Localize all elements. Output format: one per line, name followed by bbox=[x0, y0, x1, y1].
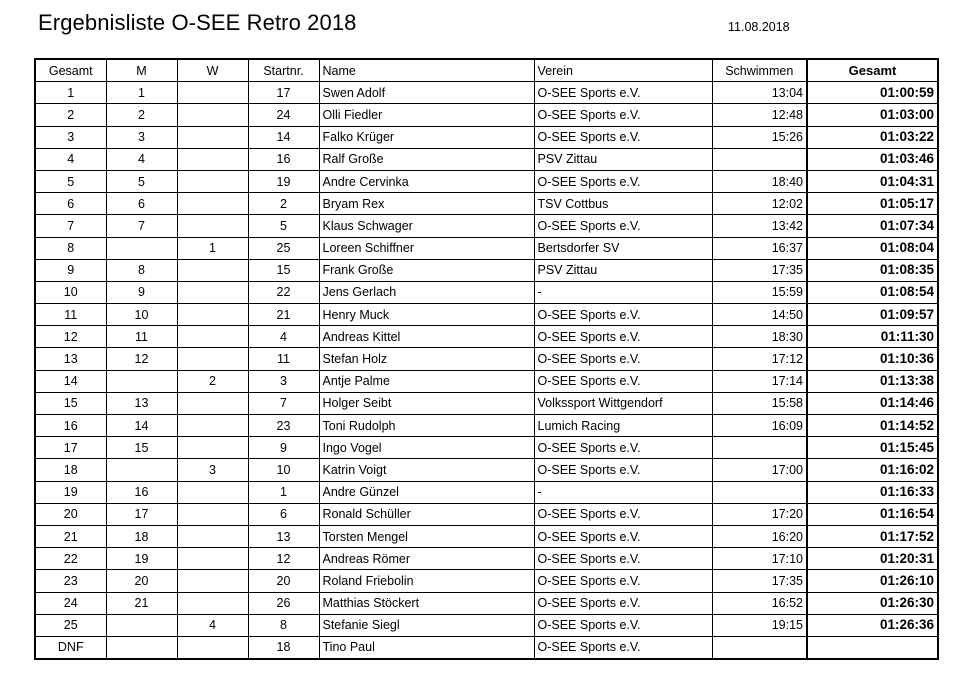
female-rank-cell bbox=[177, 348, 248, 370]
total-time-cell: 01:17:52 bbox=[807, 525, 938, 547]
table-row bbox=[35, 326, 938, 348]
start-number-cell: 18 bbox=[248, 636, 319, 659]
total-time-cell: 01:15:45 bbox=[807, 437, 938, 459]
start-number-cell: 19 bbox=[248, 170, 319, 192]
total-time-cell: 01:07:34 bbox=[807, 215, 938, 237]
female-rank-cell bbox=[177, 548, 248, 570]
swim-time-cell: 17:00 bbox=[712, 459, 807, 481]
start-number-cell: 3 bbox=[248, 370, 319, 392]
overall-rank-cell: 23 bbox=[35, 570, 106, 592]
name-cell: Andreas Römer bbox=[319, 548, 534, 570]
overall-rank-cell: 1 bbox=[35, 82, 106, 104]
start-number-cell: 20 bbox=[248, 570, 319, 592]
overall-rank-cell: DNF bbox=[35, 636, 106, 659]
swim-time-cell: 12:48 bbox=[712, 104, 807, 126]
name-cell: Andreas Kittel bbox=[319, 326, 534, 348]
col-header-overall-rank: Gesamt bbox=[35, 59, 106, 82]
table-row bbox=[35, 170, 938, 192]
start-number-cell: 25 bbox=[248, 237, 319, 259]
name-cell: Antje Palme bbox=[319, 370, 534, 392]
swim-time-cell: 16:20 bbox=[712, 525, 807, 547]
club-cell: O-SEE Sports e.V. bbox=[534, 326, 712, 348]
club-cell: O-SEE Sports e.V. bbox=[534, 126, 712, 148]
overall-rank-cell: 7 bbox=[35, 215, 106, 237]
club-cell: O-SEE Sports e.V. bbox=[534, 348, 712, 370]
female-rank-cell: 4 bbox=[177, 614, 248, 636]
name-cell: Olli Fiedler bbox=[319, 104, 534, 126]
club-cell: O-SEE Sports e.V. bbox=[534, 503, 712, 525]
club-cell: PSV Zittau bbox=[534, 259, 712, 281]
club-cell: O-SEE Sports e.V. bbox=[534, 215, 712, 237]
total-time-cell: 01:16:33 bbox=[807, 481, 938, 503]
total-time-cell: 01:03:00 bbox=[807, 104, 938, 126]
overall-rank-cell: 4 bbox=[35, 148, 106, 170]
name-cell: Tino Paul bbox=[319, 636, 534, 659]
swim-time-cell: 17:14 bbox=[712, 370, 807, 392]
club-cell: O-SEE Sports e.V. bbox=[534, 170, 712, 192]
name-cell: Stefan Holz bbox=[319, 348, 534, 370]
table-row bbox=[35, 548, 938, 570]
name-cell: Frank Große bbox=[319, 259, 534, 281]
name-cell: Roland Friebolin bbox=[319, 570, 534, 592]
male-rank-cell: 9 bbox=[106, 281, 177, 303]
start-number-cell: 16 bbox=[248, 148, 319, 170]
swim-time-cell bbox=[712, 148, 807, 170]
total-time-cell: 01:03:22 bbox=[807, 126, 938, 148]
name-cell: Holger Seibt bbox=[319, 392, 534, 414]
swim-time-cell: 16:37 bbox=[712, 237, 807, 259]
club-cell: Volkssport Wittgendorf bbox=[534, 392, 712, 414]
swim-time-cell: 17:10 bbox=[712, 548, 807, 570]
table-row bbox=[35, 437, 938, 459]
female-rank-cell: 2 bbox=[177, 370, 248, 392]
club-cell: O-SEE Sports e.V. bbox=[534, 525, 712, 547]
female-rank-cell bbox=[177, 281, 248, 303]
name-cell: Toni Rudolph bbox=[319, 415, 534, 437]
name-cell: Jens Gerlach bbox=[319, 281, 534, 303]
table-row bbox=[35, 370, 938, 392]
overall-rank-cell: 5 bbox=[35, 170, 106, 192]
club-cell: O-SEE Sports e.V. bbox=[534, 459, 712, 481]
overall-rank-cell: 18 bbox=[35, 459, 106, 481]
club-cell: O-SEE Sports e.V. bbox=[534, 548, 712, 570]
male-rank-cell: 1 bbox=[106, 82, 177, 104]
total-time-cell: 01:11:30 bbox=[807, 326, 938, 348]
male-rank-cell: 20 bbox=[106, 570, 177, 592]
col-header-swim-time: Schwimmen bbox=[712, 59, 807, 82]
name-cell: Andre Cervinka bbox=[319, 170, 534, 192]
swim-time-cell: 17:35 bbox=[712, 259, 807, 281]
female-rank-cell: 3 bbox=[177, 459, 248, 481]
table-row bbox=[35, 237, 938, 259]
col-header-female-rank: W bbox=[177, 59, 248, 82]
female-rank-cell bbox=[177, 170, 248, 192]
male-rank-cell: 19 bbox=[106, 548, 177, 570]
total-time-cell: 01:26:10 bbox=[807, 570, 938, 592]
male-rank-cell: 14 bbox=[106, 415, 177, 437]
female-rank-cell bbox=[177, 82, 248, 104]
table-row bbox=[35, 592, 938, 614]
table-row bbox=[35, 503, 938, 525]
start-number-cell: 6 bbox=[248, 503, 319, 525]
col-header-name: Name bbox=[319, 59, 534, 82]
total-time-cell bbox=[807, 636, 938, 659]
female-rank-cell bbox=[177, 525, 248, 547]
start-number-cell: 15 bbox=[248, 259, 319, 281]
overall-rank-cell: 17 bbox=[35, 437, 106, 459]
table-row bbox=[35, 525, 938, 547]
club-cell: O-SEE Sports e.V. bbox=[534, 104, 712, 126]
male-rank-cell: 7 bbox=[106, 215, 177, 237]
club-cell: Lumich Racing bbox=[534, 415, 712, 437]
name-cell: Ingo Vogel bbox=[319, 437, 534, 459]
female-rank-cell bbox=[177, 104, 248, 126]
club-cell: Bertsdorfer SV bbox=[534, 237, 712, 259]
table-row bbox=[35, 259, 938, 281]
swim-time-cell bbox=[712, 437, 807, 459]
overall-rank-cell: 9 bbox=[35, 259, 106, 281]
swim-time-cell: 16:09 bbox=[712, 415, 807, 437]
table-row bbox=[35, 215, 938, 237]
swim-time-cell: 12:02 bbox=[712, 193, 807, 215]
male-rank-cell bbox=[106, 370, 177, 392]
swim-time-cell: 15:59 bbox=[712, 281, 807, 303]
total-time-cell: 01:00:59 bbox=[807, 82, 938, 104]
overall-rank-cell: 3 bbox=[35, 126, 106, 148]
club-cell: - bbox=[534, 481, 712, 503]
header-row bbox=[35, 59, 938, 82]
female-rank-cell bbox=[177, 304, 248, 326]
name-cell: Ronald Schüller bbox=[319, 503, 534, 525]
male-rank-cell: 16 bbox=[106, 481, 177, 503]
table-row bbox=[35, 481, 938, 503]
male-rank-cell: 10 bbox=[106, 304, 177, 326]
swim-time-cell: 19:15 bbox=[712, 614, 807, 636]
overall-rank-cell: 8 bbox=[35, 237, 106, 259]
swim-time-cell: 17:20 bbox=[712, 503, 807, 525]
start-number-cell: 4 bbox=[248, 326, 319, 348]
name-cell: Henry Muck bbox=[319, 304, 534, 326]
female-rank-cell bbox=[177, 215, 248, 237]
female-rank-cell bbox=[177, 415, 248, 437]
start-number-cell: 10 bbox=[248, 459, 319, 481]
overall-rank-cell: 19 bbox=[35, 481, 106, 503]
total-time-cell: 01:14:46 bbox=[807, 392, 938, 414]
table-row bbox=[35, 82, 938, 104]
start-number-cell: 9 bbox=[248, 437, 319, 459]
table-row bbox=[35, 415, 938, 437]
col-header-male-rank: M bbox=[106, 59, 177, 82]
swim-time-cell: 17:12 bbox=[712, 348, 807, 370]
swim-time-cell: 14:50 bbox=[712, 304, 807, 326]
table-row bbox=[35, 614, 938, 636]
name-cell: Torsten Mengel bbox=[319, 525, 534, 547]
start-number-cell: 7 bbox=[248, 392, 319, 414]
overall-rank-cell: 22 bbox=[35, 548, 106, 570]
results-table bbox=[34, 58, 939, 660]
male-rank-cell: 15 bbox=[106, 437, 177, 459]
male-rank-cell: 2 bbox=[106, 104, 177, 126]
swim-time-cell bbox=[712, 481, 807, 503]
male-rank-cell: 5 bbox=[106, 170, 177, 192]
start-number-cell: 12 bbox=[248, 548, 319, 570]
male-rank-cell: 12 bbox=[106, 348, 177, 370]
male-rank-cell: 4 bbox=[106, 148, 177, 170]
male-rank-cell: 8 bbox=[106, 259, 177, 281]
club-cell: O-SEE Sports e.V. bbox=[534, 370, 712, 392]
female-rank-cell bbox=[177, 481, 248, 503]
total-time-cell: 01:05:17 bbox=[807, 193, 938, 215]
overall-rank-cell: 15 bbox=[35, 392, 106, 414]
table-row bbox=[35, 304, 938, 326]
table-row bbox=[35, 126, 938, 148]
start-number-cell: 8 bbox=[248, 614, 319, 636]
male-rank-cell bbox=[106, 459, 177, 481]
table-row bbox=[35, 104, 938, 126]
total-time-cell: 01:20:31 bbox=[807, 548, 938, 570]
table-row bbox=[35, 281, 938, 303]
overall-rank-cell: 13 bbox=[35, 348, 106, 370]
swim-time-cell: 18:30 bbox=[712, 326, 807, 348]
name-cell: Swen Adolf bbox=[319, 82, 534, 104]
table-row bbox=[35, 148, 938, 170]
club-cell: O-SEE Sports e.V. bbox=[534, 304, 712, 326]
start-number-cell: 24 bbox=[248, 104, 319, 126]
swim-time-cell: 17:35 bbox=[712, 570, 807, 592]
female-rank-cell bbox=[177, 126, 248, 148]
overall-rank-cell: 21 bbox=[35, 525, 106, 547]
club-cell: - bbox=[534, 281, 712, 303]
total-time-cell: 01:16:02 bbox=[807, 459, 938, 481]
name-cell: Loreen Schiffner bbox=[319, 237, 534, 259]
total-time-cell: 01:14:52 bbox=[807, 415, 938, 437]
start-number-cell: 26 bbox=[248, 592, 319, 614]
overall-rank-cell: 20 bbox=[35, 503, 106, 525]
female-rank-cell bbox=[177, 570, 248, 592]
start-number-cell: 14 bbox=[248, 126, 319, 148]
start-number-cell: 13 bbox=[248, 525, 319, 547]
start-number-cell: 17 bbox=[248, 82, 319, 104]
name-cell: Matthias Stöckert bbox=[319, 592, 534, 614]
club-cell: O-SEE Sports e.V. bbox=[534, 82, 712, 104]
male-rank-cell: 11 bbox=[106, 326, 177, 348]
swim-time-cell: 13:42 bbox=[712, 215, 807, 237]
club-cell: PSV Zittau bbox=[534, 148, 712, 170]
table-row bbox=[35, 193, 938, 215]
name-cell: Andre Günzel bbox=[319, 481, 534, 503]
total-time-cell: 01:26:30 bbox=[807, 592, 938, 614]
female-rank-cell bbox=[177, 503, 248, 525]
total-time-cell: 01:04:31 bbox=[807, 170, 938, 192]
total-time-cell: 01:08:35 bbox=[807, 259, 938, 281]
club-cell: O-SEE Sports e.V. bbox=[534, 636, 712, 659]
total-time-cell: 01:08:54 bbox=[807, 281, 938, 303]
male-rank-cell: 6 bbox=[106, 193, 177, 215]
table-row bbox=[35, 570, 938, 592]
female-rank-cell bbox=[177, 326, 248, 348]
club-cell: O-SEE Sports e.V. bbox=[534, 437, 712, 459]
total-time-cell: 01:08:04 bbox=[807, 237, 938, 259]
swim-time-cell: 15:58 bbox=[712, 392, 807, 414]
name-cell: Ralf Große bbox=[319, 148, 534, 170]
male-rank-cell: 13 bbox=[106, 392, 177, 414]
swim-time-cell: 13:04 bbox=[712, 82, 807, 104]
swim-time-cell: 15:26 bbox=[712, 126, 807, 148]
start-number-cell: 1 bbox=[248, 481, 319, 503]
club-cell: TSV Cottbus bbox=[534, 193, 712, 215]
overall-rank-cell: 25 bbox=[35, 614, 106, 636]
male-rank-cell bbox=[106, 636, 177, 659]
overall-rank-cell: 14 bbox=[35, 370, 106, 392]
swim-time-cell: 16:52 bbox=[712, 592, 807, 614]
col-header-club: Verein bbox=[534, 59, 712, 82]
total-time-cell: 01:03:46 bbox=[807, 148, 938, 170]
start-number-cell: 11 bbox=[248, 348, 319, 370]
male-rank-cell: 18 bbox=[106, 525, 177, 547]
table-row bbox=[35, 348, 938, 370]
male-rank-cell: 3 bbox=[106, 126, 177, 148]
table-row bbox=[35, 636, 938, 659]
total-time-cell: 01:13:38 bbox=[807, 370, 938, 392]
overall-rank-cell: 6 bbox=[35, 193, 106, 215]
overall-rank-cell: 10 bbox=[35, 281, 106, 303]
male-rank-cell bbox=[106, 237, 177, 259]
name-cell: Stefanie Siegl bbox=[319, 614, 534, 636]
col-header-total-time: Gesamt bbox=[807, 59, 938, 82]
overall-rank-cell: 12 bbox=[35, 326, 106, 348]
female-rank-cell: 1 bbox=[177, 237, 248, 259]
event-date: 11.08.2018 bbox=[728, 20, 790, 34]
female-rank-cell bbox=[177, 437, 248, 459]
start-number-cell: 21 bbox=[248, 304, 319, 326]
club-cell: O-SEE Sports e.V. bbox=[534, 570, 712, 592]
name-cell: Klaus Schwager bbox=[319, 215, 534, 237]
overall-rank-cell: 11 bbox=[35, 304, 106, 326]
name-cell: Katrin Voigt bbox=[319, 459, 534, 481]
male-rank-cell: 17 bbox=[106, 503, 177, 525]
table-row bbox=[35, 459, 938, 481]
name-cell: Bryam Rex bbox=[319, 193, 534, 215]
swim-time-cell: 18:40 bbox=[712, 170, 807, 192]
total-time-cell: 01:16:54 bbox=[807, 503, 938, 525]
total-time-cell: 01:09:57 bbox=[807, 304, 938, 326]
swim-time-cell bbox=[712, 636, 807, 659]
overall-rank-cell: 2 bbox=[35, 104, 106, 126]
table-row bbox=[35, 392, 938, 414]
page-title: Ergebnisliste O-SEE Retro 2018 bbox=[38, 10, 357, 35]
start-number-cell: 23 bbox=[248, 415, 319, 437]
start-number-cell: 22 bbox=[248, 281, 319, 303]
female-rank-cell bbox=[177, 592, 248, 614]
total-time-cell: 01:26:36 bbox=[807, 614, 938, 636]
male-rank-cell: 21 bbox=[106, 592, 177, 614]
name-cell: Falko Krüger bbox=[319, 126, 534, 148]
overall-rank-cell: 24 bbox=[35, 592, 106, 614]
overall-rank-cell: 16 bbox=[35, 415, 106, 437]
col-header-start-number: Startnr. bbox=[248, 59, 319, 82]
male-rank-cell bbox=[106, 614, 177, 636]
female-rank-cell bbox=[177, 193, 248, 215]
total-time-cell: 01:10:36 bbox=[807, 348, 938, 370]
female-rank-cell bbox=[177, 392, 248, 414]
club-cell: O-SEE Sports e.V. bbox=[534, 592, 712, 614]
female-rank-cell bbox=[177, 259, 248, 281]
female-rank-cell bbox=[177, 148, 248, 170]
female-rank-cell bbox=[177, 636, 248, 659]
start-number-cell: 2 bbox=[248, 193, 319, 215]
start-number-cell: 5 bbox=[248, 215, 319, 237]
club-cell: O-SEE Sports e.V. bbox=[534, 614, 712, 636]
